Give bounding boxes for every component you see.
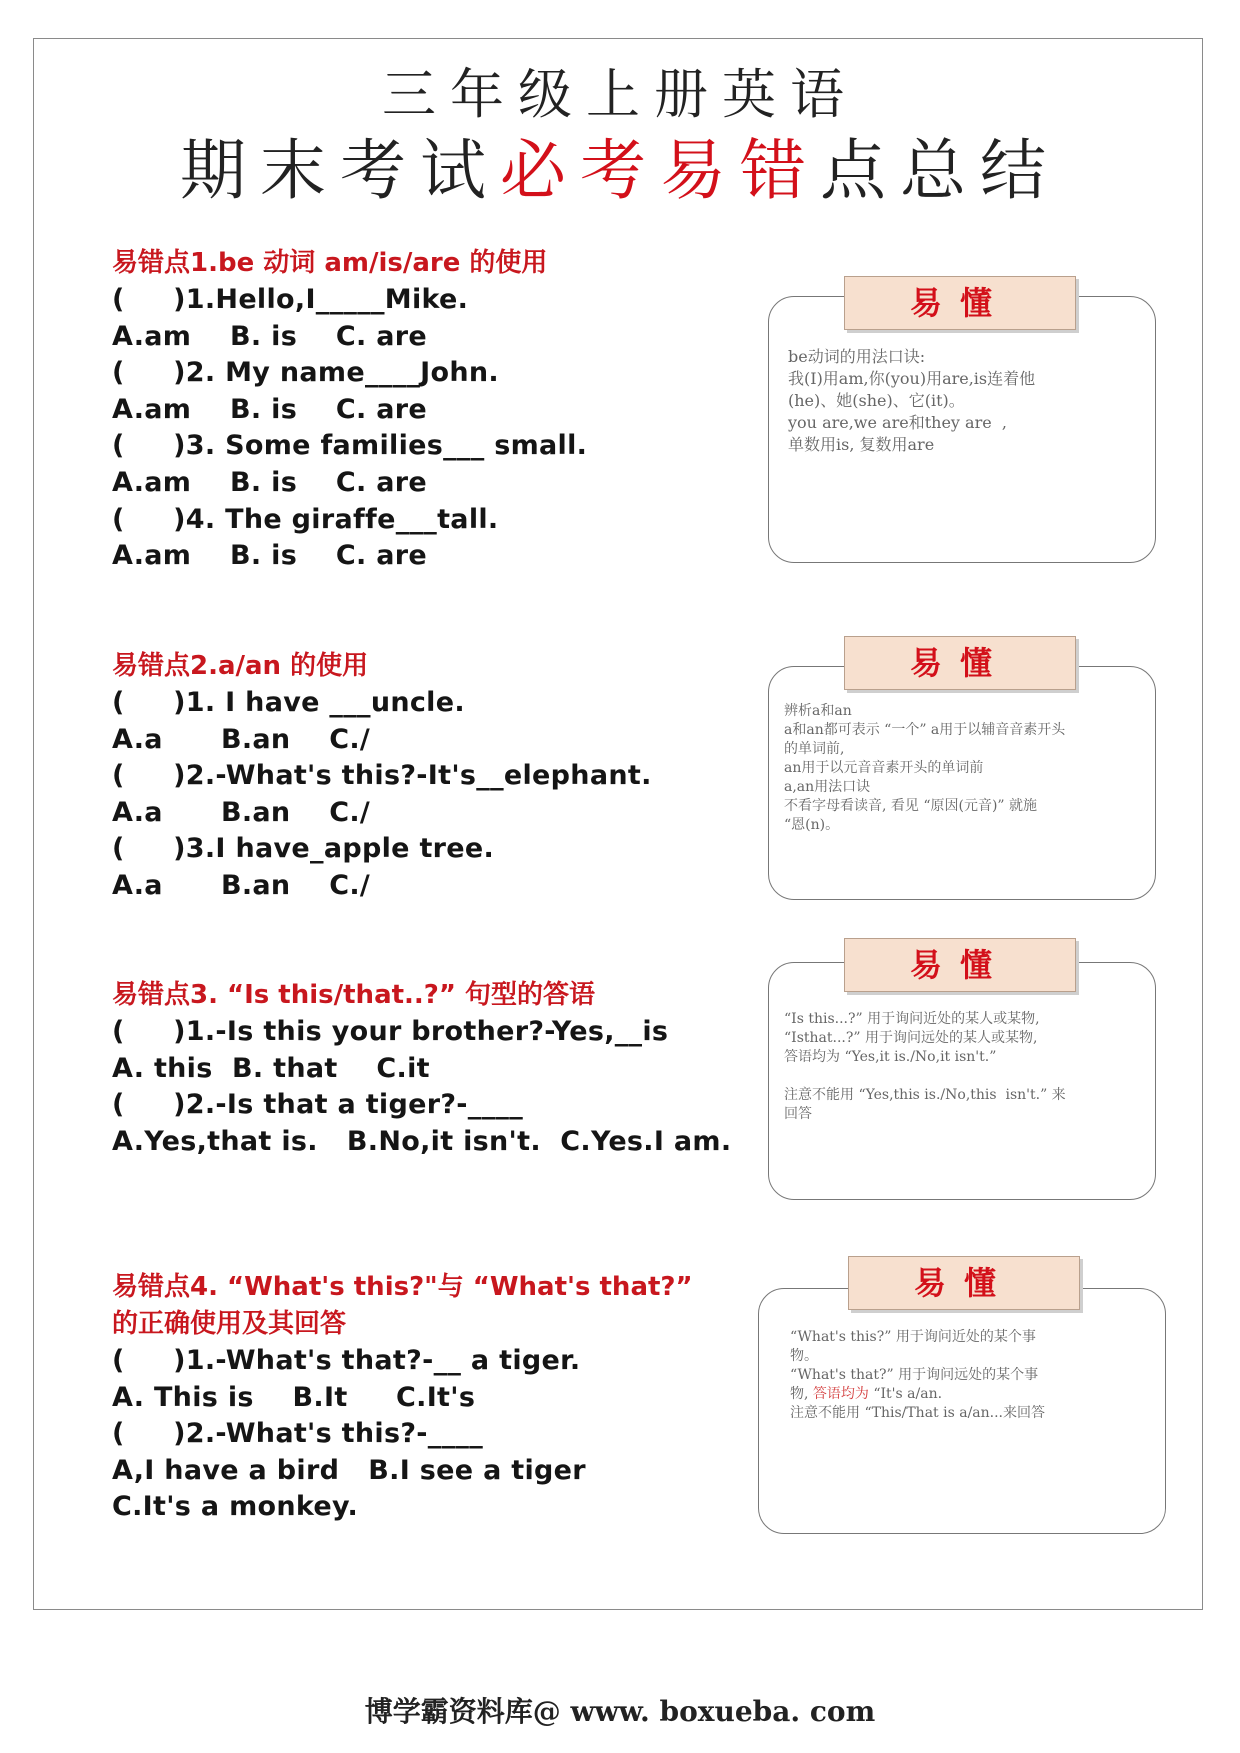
note-line: you are,we are和they are , [788, 413, 1007, 432]
note-line: 辨析a和an [784, 703, 852, 719]
question-line: ( )2.-What's this?-____ [112, 1418, 484, 1450]
note-text-part: 物, [790, 1386, 813, 1402]
note-line: 注意不能用 “Yes,this is./No,this isn't.” 来 [784, 1087, 1066, 1103]
options-line: A.a B.an C./ [112, 796, 371, 828]
note-line: “恩(n)。 [784, 817, 840, 833]
note-line: 单数用is, 复数用are [788, 435, 935, 454]
note-tab: 易懂 [844, 276, 1076, 330]
footer-watermark: 博学霸资料库@ www. boxueba. com [364, 1695, 876, 1728]
options-line: A. This is B.It C.It's [112, 1381, 476, 1413]
section-title: 易错点1.be 动词 am/is/are 的使用 [112, 248, 548, 278]
question-line: ( )1.Hello,I_____Mike. [112, 284, 469, 315]
note-line: “What's this?” 用于询问近处的某个事 [790, 1329, 1036, 1345]
note-text [784, 1010, 1146, 1124]
title-part-plain-end: 点总结 [820, 132, 1060, 209]
note-card-4 [758, 1256, 1166, 1534]
options-line: A.a B.an C./ [112, 723, 371, 755]
section-title: 易错点3. “Is this/that..?” 句型的答语 [112, 980, 596, 1010]
note-line: a,an用法口诀 [784, 779, 871, 795]
options-line: C.It's a monkey. [112, 1491, 359, 1523]
note-line: be动词的用法口诀: [788, 347, 926, 366]
note-line: 物。 [790, 1348, 818, 1364]
question-line: ( )1.-Is this your brother?-Yes,__is [112, 1016, 669, 1047]
options-line: A,I have a bird B.I see a tiger [112, 1454, 586, 1486]
note-text [788, 346, 1138, 456]
note-line: (he)、她(she)、它(it)。 [788, 391, 965, 410]
note-tab: 易懂 [848, 1256, 1080, 1310]
note-tab: 易懂 [844, 636, 1076, 690]
note-line: “Isthat...?” 用于询问远处的某人或某物, [784, 1030, 1038, 1046]
section-title-line2: 的正确使用及其回答 [112, 1309, 347, 1339]
note-line: 不看字母看读音, 看见 “原因(元音)” 就施 [784, 798, 1038, 814]
question-line: ( )2.-What's this?-It's__elephant. [112, 760, 652, 792]
note-line: “Is this...?” 用于询问近处的某人或某物, [784, 1011, 1040, 1027]
note-line: an用于以元音音素开头的单词前 [784, 760, 984, 776]
options-line: A.am B. is C. are [112, 540, 427, 572]
note-text [784, 702, 1144, 835]
options-line: A.am B. is C. are [112, 393, 427, 425]
section-3 [112, 977, 762, 1160]
note-text-part: “It's a/an. [868, 1386, 943, 1402]
section-2 [112, 648, 762, 905]
note-card-1 [768, 276, 1156, 563]
question-line: ( )2.-Is that a tiger?-____ [112, 1089, 524, 1121]
question-line: ( )1. I have ___uncle. [112, 687, 465, 718]
note-line [790, 1385, 1150, 1404]
section-1 [112, 245, 762, 575]
note-line: a和an都可表示 “一个” a用于以辅音音素开头 [784, 722, 1066, 738]
question-line: ( )2. My name____John. [112, 357, 499, 389]
options-line: A.am B. is C. are [112, 466, 427, 498]
note-card-3 [768, 938, 1156, 1200]
question-line: ( )1.-What's that?-__ a tiger. [112, 1345, 581, 1376]
question-line: ( )3. Some families___ small. [112, 430, 588, 462]
title-part-highlight: 必考易错 [500, 132, 820, 209]
note-line [784, 1067, 1146, 1086]
options-line: A. this B. that C.it [112, 1052, 430, 1084]
note-line: 回答 [784, 1106, 812, 1122]
section-title-line1: 易错点4. “What's this?"与 “What's that?” [112, 1272, 693, 1302]
page-title-line2 [0, 117, 1240, 212]
note-line: 注意不能用 “This/That is a/an...来回答 [790, 1405, 1046, 1421]
options-line: A.am B. is C. are [112, 320, 427, 352]
page-title-line1: 三年级上册英语 [382, 63, 858, 126]
note-tab: 易懂 [844, 938, 1076, 992]
note-line: 答语均为 “Yes,it is./No,it isn't.” [784, 1049, 997, 1065]
section-title: 易错点2.a/an 的使用 [112, 651, 369, 681]
note-text-highlight: 答语均为 [812, 1386, 869, 1402]
note-line: “What's that?” 用于询问远处的某个事 [790, 1367, 1039, 1383]
question-line: ( )3.I have_apple tree. [112, 833, 495, 865]
note-line: 的单词前, [784, 741, 845, 757]
note-text [790, 1328, 1150, 1423]
note-line: 我(I)用am,你(you)用are,is连着他 [788, 369, 1036, 388]
question-line: ( )4. The giraffe___tall. [112, 503, 499, 535]
title-part-plain: 期末考试 [180, 132, 500, 209]
section-4 [112, 1269, 762, 1526]
note-card-2 [768, 636, 1156, 900]
options-line: A.a B.an C./ [112, 869, 371, 901]
options-line: A.Yes,that is. B.No,it isn't. C.Yes.I am. [112, 1125, 732, 1157]
